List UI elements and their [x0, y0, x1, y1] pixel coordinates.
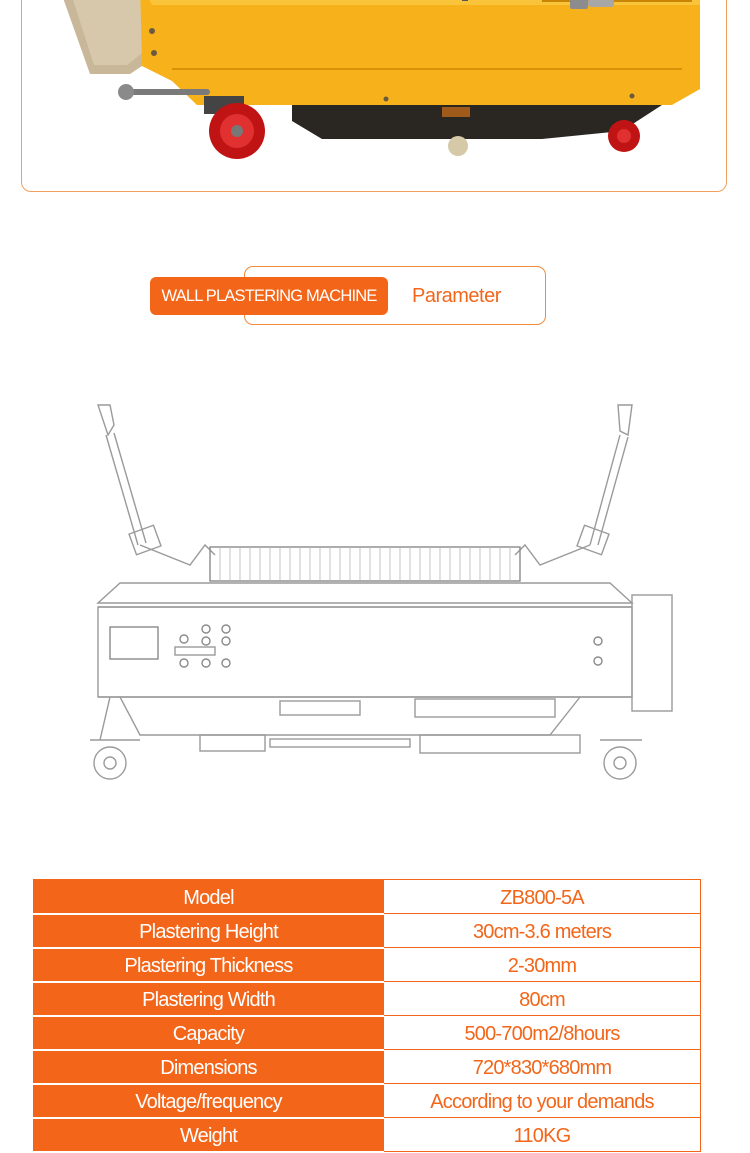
table-row — [34, 1050, 701, 1084]
table-row — [34, 1084, 701, 1118]
table-row — [34, 1118, 701, 1152]
param-label-plastering-width: Plastering Width — [34, 982, 384, 1016]
table-row — [34, 880, 701, 914]
param-label-dimensions: Dimensions — [34, 1050, 384, 1084]
param-value-model: ZB800-5A — [384, 880, 701, 914]
param-label-model: Model — [34, 880, 384, 914]
table-row — [34, 914, 701, 948]
section-tag: WALL PLASTERING MACHINE — [150, 277, 388, 315]
param-label-voltage: Voltage/frequency — [34, 1084, 384, 1118]
param-label-plastering-height: Plastering Height — [34, 914, 384, 948]
table-row — [34, 982, 701, 1016]
param-value-plastering-thickness: 2-30mm — [384, 948, 701, 982]
param-label-plastering-thickness: Plastering Thickness — [34, 948, 384, 982]
section-title: Parameter — [412, 285, 501, 307]
product-photo-card — [21, 0, 727, 192]
param-value-capacity: 500-700m2/8hours — [384, 1016, 701, 1050]
param-label-weight: Weight — [34, 1118, 384, 1152]
param-value-plastering-width: 80cm — [384, 982, 701, 1016]
machine-photo — [22, 0, 726, 191]
param-value-voltage: According to your demands — [384, 1084, 701, 1118]
table-row — [34, 1016, 701, 1050]
param-value-weight: 110KG — [384, 1118, 701, 1152]
section-header — [0, 266, 750, 328]
parameter-table — [33, 879, 701, 1153]
param-value-plastering-height: 30cm-3.6 meters — [384, 914, 701, 948]
param-label-capacity: Capacity — [34, 1016, 384, 1050]
table-row — [34, 948, 701, 982]
param-value-dimensions: 720*830*680mm — [384, 1050, 701, 1084]
machine-line-drawing — [80, 395, 680, 795]
